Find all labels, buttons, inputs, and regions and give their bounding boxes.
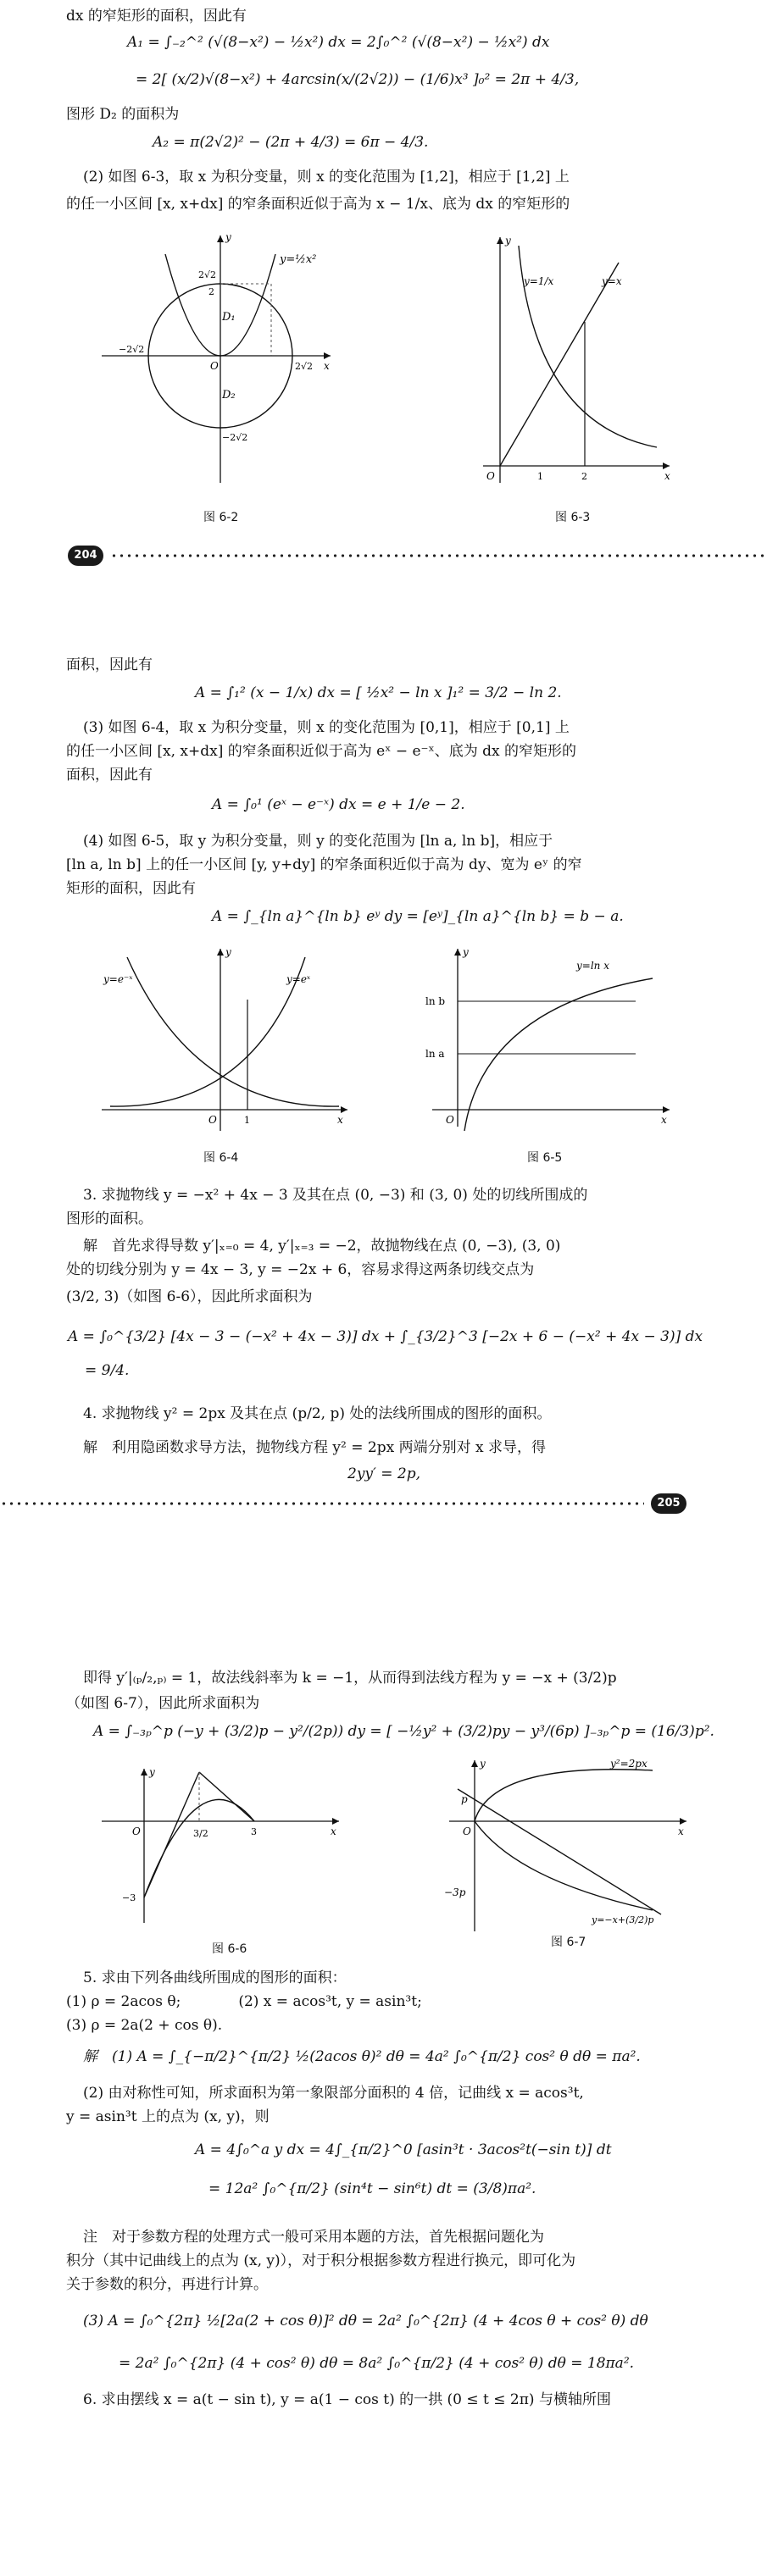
problem-5-line: (3) ρ = 2a(2 + cos θ). [66, 2017, 223, 2034]
tick-label: p [461, 1793, 468, 1805]
x-axis-arrow [332, 1818, 339, 1825]
page-205 [0, 644, 767, 1593]
parabola-lower [475, 1821, 653, 1910]
y-axis-arrow [141, 1769, 147, 1776]
origin-label: O [446, 1114, 454, 1126]
equation: A₂ = π(2√2)² − (2π + 4/3) = 6π − 4/3. [153, 134, 429, 151]
figure-6-5 [424, 940, 678, 1144]
curve-label: y=eˣ [286, 973, 311, 985]
axis-label: y [463, 946, 469, 958]
curve-label: y=x [602, 275, 622, 287]
text-line: 面积，因此有 [66, 656, 153, 673]
page-divider [0, 1501, 644, 1506]
curve-label: y²=2px [610, 1758, 648, 1770]
curve-label: y=−x+(3/2)p [592, 1914, 654, 1925]
normal-line [458, 1789, 661, 1914]
tick-label: 2 [581, 471, 587, 482]
solution-line: 解 (1) A = ∫_{−π/2}^{π/2} ½(2acos θ)² dθ = 4a² ∫₀^{π/2} cos² θ dθ = πa². [83, 2048, 641, 2065]
equation: A = ∫₁² (x − 1/x) dx = [ ½x² − ln x ]₁² = 3/2 − ln 2. [195, 684, 562, 701]
equation: A = ∫₀^{3/2} [4x − 3 − (−x² + 4x − 3)] dx + ∫_{3/2}^3 [−2x + 6 − (−x² + 4x − 3)] dx [68, 1328, 703, 1345]
text-line: 即得 y′|₍ₚ/₂,ₚ₎ = 1，故法线斜率为 k = −1，从而得到法线方程为 y = −x + (3/2)p [83, 1670, 617, 1687]
text-line: (2) 如图 6-3，取 x 为积分变量，则 x 的变化范围为 [1,2]，相应于 [1,2] 上 [83, 169, 570, 186]
tick-label: ln b [425, 995, 446, 1007]
problem-3-line: 3. 求抛物线 y = −x² + 4x − 3 及其在点 (0, −3) 和 (3, 0) 处的切线所围成的 [83, 1187, 588, 1204]
text-line: 图形 D₂ 的面积为 [66, 106, 180, 123]
equation: A = ∫₋₃ₚ^p (−y + (3/2)p − y²/(2p)) dy = [ −½y² + (3/2)py − y³/(6p) ]₋₃ₚ^p = (16/3)p². [93, 1723, 714, 1740]
equation: (3) A = ∫₀^{2π} ½[2a(2 + cos θ)]² dθ = 2a² ∫₀^{2π} (4 + 4cos θ + cos² θ) dθ [83, 2313, 648, 2329]
solution-line: 处的切线分别为 y = 4x − 3, y = −2x + 6，容易求得这两条切线交点为 [66, 1261, 535, 1278]
problem-3-line: 图形的面积。 [66, 1210, 153, 1227]
x-axis-arrow [324, 352, 331, 359]
y-axis-arrow [454, 949, 461, 956]
y-axis-arrow [217, 949, 224, 956]
tick-label: 3 [251, 1826, 257, 1837]
equation: A = 4∫₀^a y dx = 4∫_{π/2}^0 [asin³t · 3acos²t(−sin t)] dt [195, 2141, 612, 2158]
figure-caption: 图 6-7 [551, 1936, 586, 1949]
curve-label: y=1/x [524, 275, 554, 287]
note-line: 积分（其中记曲线上的点为 (x, y)），对于积分根据参数方程进行换元，即可化为 [66, 2252, 576, 2269]
axis-label: y [225, 946, 231, 958]
origin-label: O [486, 470, 495, 482]
tick-label: 2√2 [295, 361, 314, 372]
text-line: 的任一小区间 [x, x+dx] 的窄条面积近似于高为 x − 1/x、底为 dx 的窄矩形的 [66, 196, 570, 213]
x-axis-arrow [663, 1106, 670, 1113]
text-line: 的任一小区间 [x, x+dx] 的窄条面积近似于高为 eˣ − e⁻ˣ、底为 dx 的窄矩形的 [66, 743, 577, 760]
axis-label: x [331, 1825, 336, 1837]
curve-label: y=e⁻ˣ [103, 973, 133, 985]
tangent-line-1 [144, 1772, 199, 1897]
y-axis-arrow [497, 237, 503, 244]
figure-caption: 图 6-2 [203, 511, 239, 524]
tick-label: −2√2 [119, 344, 145, 355]
equation: = 12a² ∫₀^{π/2} (sin⁴t − sin⁶t) dt = (3/8)πa². [208, 2180, 536, 2197]
page-number-badge: 205 [651, 1493, 686, 1514]
tangent-line-2 [199, 1772, 254, 1821]
curve-label: y=½x² [280, 253, 317, 266]
figure-6-3 [475, 229, 678, 500]
text-line: [ln a, ln b] 上的任一小区间 [y, y+dy] 的窄条面积近似于高为 dy、宽为 eʸ 的窄 [66, 856, 582, 873]
equation: = 2a² ∫₀^{2π} (4 + cos² θ) dθ = 8a² ∫₀^{π/2} (4 + cos² θ) dθ = 18πa². [119, 2355, 635, 2372]
page-204 [0, 0, 767, 576]
equation: 2yy′ = 2p, [347, 1465, 421, 1482]
equation: A₁ = ∫₋₂^² (√(8−x²) − ½x²) dx = 2∫₀^² (√(8−x²) − ½x²) dx [127, 34, 550, 51]
region-label: D₁ [222, 311, 236, 324]
solution-line: 解 首先求得导数 y′|ₓ₌₀ = 4, y′|ₓ₌₃ = −2，故抛物线在点 (0, −3), (3, 0) [83, 1238, 561, 1255]
figure-caption: 图 6-4 [203, 1151, 239, 1165]
page-number-badge: 204 [68, 546, 103, 566]
origin-label: O [210, 360, 219, 372]
figure-6-4 [93, 940, 356, 1144]
solution-line: (2) 由对称性可知，所求面积为第一象限部分面积的 4 倍，记曲线 x = acos³t, [83, 2085, 584, 2102]
axis-label: y [225, 231, 231, 243]
solution-line: (3/2, 3)（如图 6-6），因此所求面积为 [66, 1288, 313, 1305]
region-label: D₂ [222, 389, 236, 402]
figure-caption: 图 6-5 [527, 1151, 563, 1165]
tick-label: −3p [444, 1886, 466, 1898]
tick-label: ln a [425, 1048, 445, 1060]
tick-label: 2√2 [198, 269, 217, 280]
axis-label: y [480, 1758, 486, 1770]
figure-6-7 [441, 1753, 695, 1940]
solution-line: y = asin³t 上的点为 (x, y)，则 [66, 2108, 270, 2125]
origin-label: O [463, 1825, 471, 1837]
equation: A = ∫₀¹ (eˣ − e⁻ˣ) dx = e + 1/e − 2. [212, 796, 465, 813]
figure-caption: 图 6-6 [212, 1942, 247, 1956]
tick-label: −3 [122, 1892, 136, 1903]
text-line: 矩形的面积，因此有 [66, 880, 196, 897]
x-axis-arrow [663, 463, 670, 469]
figure-6-2 [102, 229, 339, 500]
y-axis-arrow [471, 1760, 478, 1767]
equation: A = ∫_{ln a}^{ln b} eʸ dy = [eʸ]_{ln a}^{ln b} = b − a. [212, 908, 624, 925]
axis-label: x [664, 470, 670, 482]
line-curve [500, 263, 619, 466]
parabola-upper [475, 1770, 653, 1821]
axis-label: x [324, 360, 330, 372]
problem-6-line: 6. 求由摆线 x = a(t − sin t), y = a(1 − cos t) 的一拱 (0 ≤ t ≤ 2π) 与横轴所围 [83, 2391, 611, 2408]
page-206 [0, 1660, 767, 2576]
note-line: 注 对于参数方程的处理方式一般可采用本题的方法，首先根据问题化为 [83, 2229, 544, 2246]
axis-label: y [505, 235, 511, 247]
problem-5-line: 5. 求由下列各曲线所围成的图形的面积： [83, 1969, 347, 1986]
text-line: (4) 如图 6-5，取 y 为积分变量，则 y 的变化范围为 [ln a, ln b]，相应于 [83, 833, 553, 850]
axis-label: x [678, 1825, 684, 1837]
axis-label: y [149, 1766, 155, 1778]
axis-label: x [661, 1114, 667, 1126]
equation: = 9/4. [85, 1362, 130, 1379]
page-divider [110, 553, 767, 558]
exp-curve [110, 957, 305, 1106]
tick-label: 1 [244, 1115, 250, 1126]
note-line: 关于参数的积分，再进行计算。 [66, 2276, 268, 2293]
x-axis-arrow [680, 1818, 686, 1825]
figure-6-6 [93, 1762, 347, 1931]
origin-label: O [132, 1825, 141, 1837]
origin-label: O [208, 1114, 217, 1126]
text-line: dx 的窄矩形的面积，因此有 [66, 8, 247, 25]
tick-label: 2 [208, 286, 214, 297]
problem-4-line: 4. 求抛物线 y² = 2px 及其在点 (p/2, p) 处的法线所围成的图形的面积。 [83, 1405, 552, 1422]
y-axis-arrow [217, 235, 224, 242]
equation: = 2[ (x/2)√(8−x²) + 4arcsin(x/(2√2)) − (1/6)x³ ]₀² = 2π + 4/3, [136, 71, 580, 88]
solution-line: 解 利用隐函数求导方法，抛物线方程 y² = 2px 两端分别对 x 求导，得 [83, 1439, 546, 1456]
text-line: 面积，因此有 [66, 767, 153, 784]
figure-caption: 图 6-3 [555, 511, 591, 524]
text-line: (3) 如图 6-4，取 x 为积分变量，则 x 的变化范围为 [0,1]，相应于 [0,1] 上 [83, 719, 570, 736]
x-axis-arrow [341, 1106, 347, 1113]
problem-5-line: (1) ρ = 2acos θ; (2) x = acos³t, y = asin³t; [66, 1993, 422, 2010]
axis-label: x [337, 1114, 343, 1126]
tick-label: 1 [537, 471, 543, 482]
text-line: （如图 6-7），因此所求面积为 [66, 1695, 260, 1712]
tick-label: 3/2 [193, 1828, 208, 1839]
tick-label: −2√2 [222, 432, 248, 443]
curve-label: y=ln x [576, 960, 609, 972]
